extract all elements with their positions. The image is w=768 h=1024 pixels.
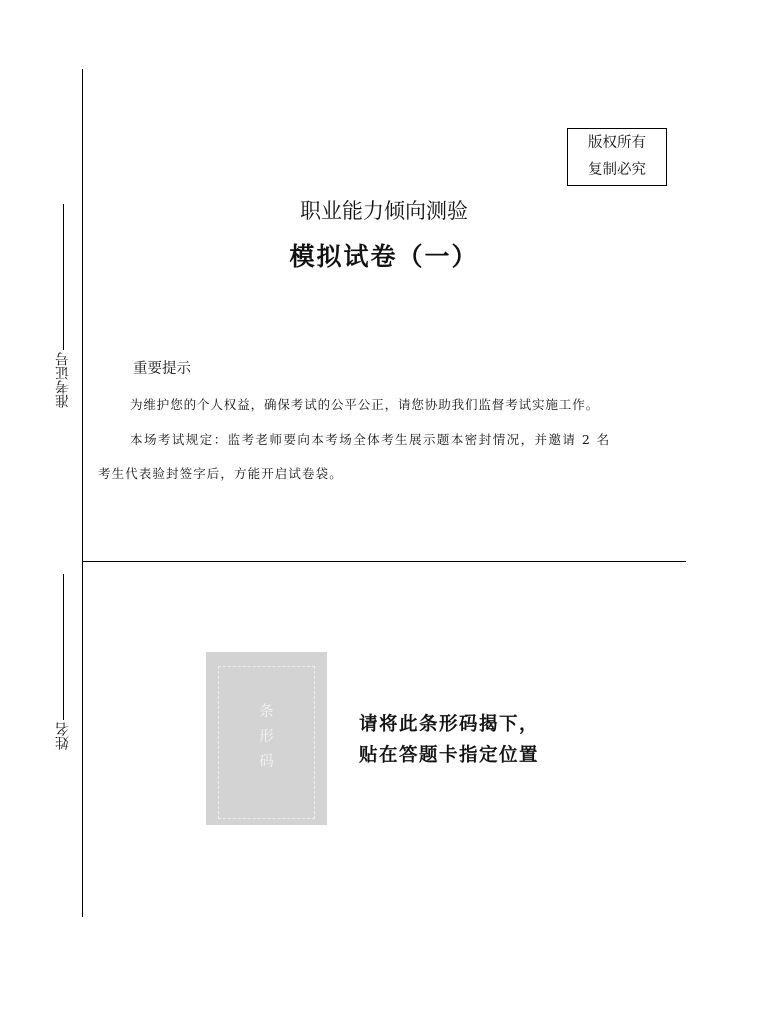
barcode-instruction bbox=[359, 709, 539, 771]
exam-id-label: 准考证号 bbox=[55, 352, 71, 408]
exam-id-field[interactable] bbox=[52, 204, 74, 408]
copyright-box bbox=[567, 128, 667, 186]
name-field[interactable] bbox=[52, 574, 74, 750]
instruction-line-1: 请将此条形码揭下， bbox=[359, 714, 540, 735]
notice-paragraph-1: 为维护您的个人权益，确保考试的公平公正，请您协助我们监督考试实施工作。 bbox=[130, 397, 600, 412]
name-label: 姓名 bbox=[55, 722, 71, 750]
barcode-char-2: 形 bbox=[259, 729, 274, 745]
name-underline bbox=[63, 574, 64, 720]
exam-subtitle: 模拟试卷（一） bbox=[289, 242, 479, 271]
copyright-line-1: 版权所有 bbox=[588, 135, 646, 151]
notice-heading: 重要提示 bbox=[133, 361, 191, 377]
barcode-char-3: 码 bbox=[259, 754, 274, 770]
barcode-char-1: 条 bbox=[259, 704, 274, 720]
copyright-line-2: 复制必究 bbox=[588, 162, 646, 178]
barcode-sticker[interactable] bbox=[206, 652, 327, 825]
notice-paragraph-2-line-2: 考生代表验封签字后，方能开启试卷袋。 bbox=[98, 466, 343, 481]
barcode-label bbox=[206, 700, 327, 775]
exam-title: 职业能力倾向测验 bbox=[300, 199, 468, 223]
notice-paragraph-2-line-1: 本场考试规定：监考老师要向本考场全体考生展示题本密封情况，并邀请 2 名 bbox=[130, 432, 611, 447]
instruction-line-2: 贴在答题卡指定位置 bbox=[359, 745, 540, 766]
section-divider bbox=[82, 561, 686, 562]
